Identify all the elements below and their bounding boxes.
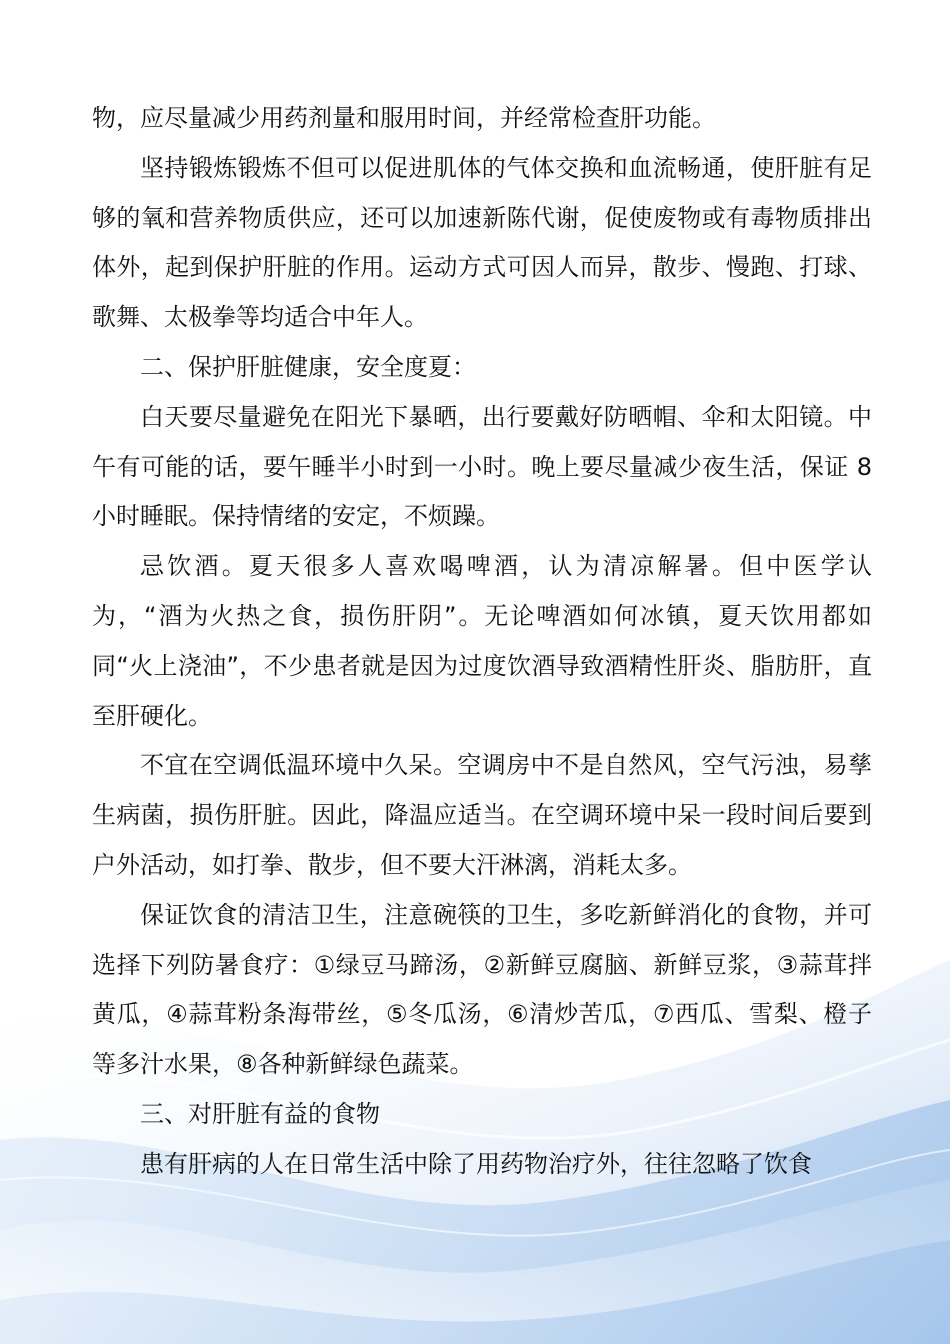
paragraph-diet-hygiene: 保证饮食的清洁卫生，注意碗筷的卫生，多吃新鲜消化的食物，并可选择下列防暑食疗：①绿豆马蹄汤，②新鲜豆腐脑、新鲜豆浆，③蒜茸拌黄瓜，④蒜茸粉条海带丝，⑤冬瓜汤，⑥清炒苦瓜，⑦西瓜、雪梨、橙子等多汁水果，⑧各种新鲜绿色蔬菜。 [92,900,872,1079]
paragraph-continuation: 物，应尽量减少用药剂量和服用时间，并经常检查肝功能。 [92,104,716,132]
paragraph-liver-diet: 患有肝病的人在日常生活中除了用药物治疗外，往往忽略了饮食 [140,1149,812,1178]
section-heading-2: 二、保护肝脏健康，安全度夏： [140,352,476,381]
paragraph-avoid-alcohol: 忌饮酒。夏天很多人喜欢喝啤酒，认为清凉解暑。但中医学认为，“酒为火热之食，损伤肝阴”。无论啤酒如何冰镇，夏天饮用都如同“火上浇油”，不少患者就是因为过度饮酒导致酒精性肝炎、脂肪肝，直至肝硬化。 [92,552,872,730]
paragraph-exercise: 坚持锻炼锻炼不但可以促进肌体的气体交换和血流畅通，使肝脏有足够的氧和营养物质供应，还可以加速新陈代谢，促使废物或有毒物质排出体外，起到保护肝脏的作用。运动方式可因人而异，散步、慢跑、打球、歌舞、太极拳等均适合中年人。 [92,153,872,332]
document-body [92,94,872,1190]
paragraph-air-conditioning: 不宜在空调低温环境中久呆。空调房中不是自然风，空气污浊，易孳生病菌，损伤肝脏。因此，降温应适当。在空调环境中呆一段时间后要到户外活动，如打拳、散步，但不要大汗淋漓，消耗太多。 [92,751,872,879]
paragraph-sun-protection: 白天要尽量避免在阳光下暴晒，出行要戴好防晒帽、伞和太阳镜。中午有可能的话，要午睡半小时到一小时。晚上要尽量减少夜生活，保证 8 小时睡眠。保持情绪的安定，不烦躁。 [92,402,872,531]
section-heading-3: 三、对肝脏有益的食物 [140,1099,380,1128]
